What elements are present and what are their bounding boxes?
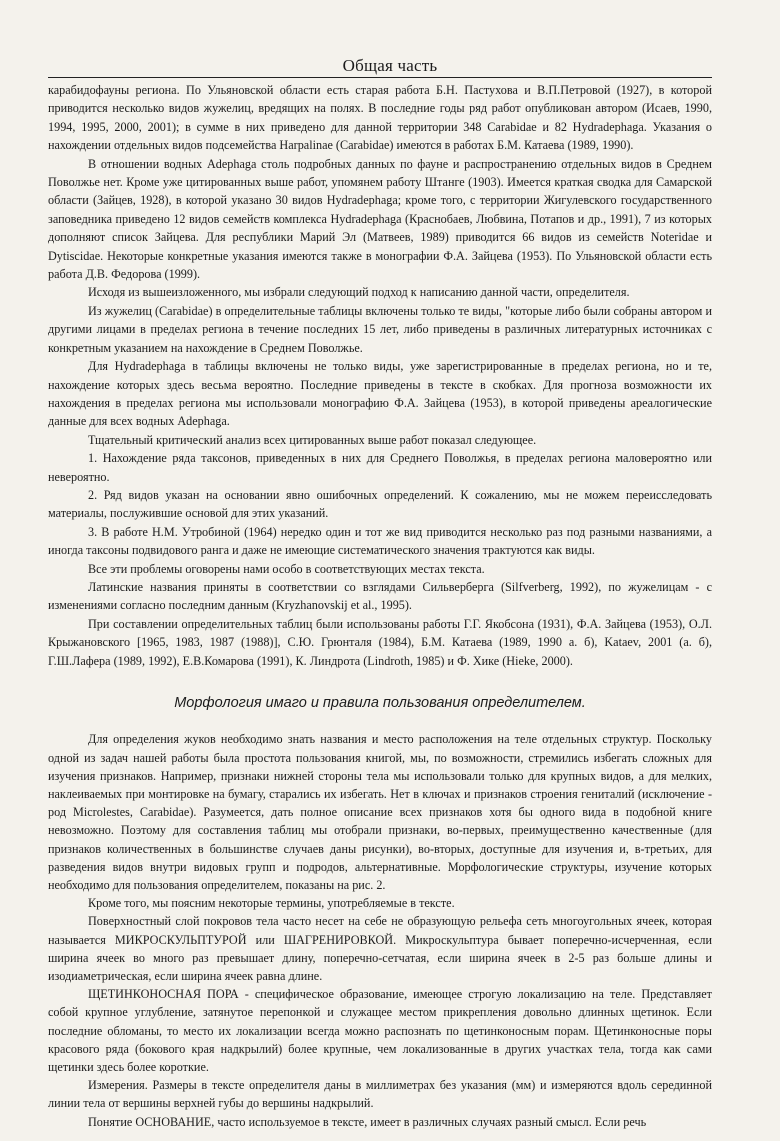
list-item: 3. В работе Н.М. Утробиной (1964) нередко один и тот же вид приводится несколько раз под разными названиями, а иногда таксоны подвидового ранга и даже не имеющие систематического значения трактуются как виды. (48, 524, 712, 558)
paragraph: ЩЕТИНКОНОСНАЯ ПОРА - специфическое образование, имеющее строгую локализацию на теле. Представляет собой крупное углубление, затянутое перепонкой и служащее местом прикрепления довольно длинных щетинок. Если последние обломаны, то место их локализации всегда можно распознать по щетинконосным порам. Щетинконосные поры красового ряда (бокового края надкрылий) более крупные, чем локализованные в других участках тела, тогда как сами щетинки здесь более короткие. (48, 987, 712, 1075)
section-title: Морфология имаго и правила пользования определителем. (174, 695, 586, 711)
paragraph: карабидофауны региона. По Ульяновской области есть старая работа Б.Н. Пастухова и В.П.Петровой (1927), в которой приводится несколько видов жужелиц, вредящих на полях. В последние годы ряд работ опубликован автором (Исаев, 1990, 1994, 1995, 2000, 2001); в сумме в них приведено для данной территории 348 Carabidae и 82 Hydradephaga. Указания о нахождении отдельных видов подсемейства Harpalinae (Carabidae) имеются в работах Б.М. Катаева (1989, 1990). (48, 83, 712, 153)
paragraph: В отношении водных Adephaga столь подробных данных по фауне и распространению отдельных видов в Среднем Поволжье нет. Кроме уже цитированных выше работ, упомянем работу Штанге (1903). Имеется краткая сводка для Самарской области (Зайцев, 1928), в которой указано 30 видов Hydradephaga; кроме того, с территории Жигулевского государственного заповедника приведено 12 видов семейств комплекса Hydradephaga (Краснобаев, Любвина, Потапов и др., 1991), 7 из которых дополняют список Зайцева. Для республики Марий Эл (Матвеев, 1989) приводится 66 видов из семейств Noteridae и Dytiscidae. Некоторые конкретные указания имеются также в монографии Ф.А. Зайцева (1953). По Ульяновской области есть работа Д.В. Федорова (1999). (48, 156, 712, 282)
paragraph: Из жужелиц (Carabidae) в определительные таблицы включены только те виды, "которые либо были собраны автором и другими лицами в пределах региона в течение последних 15 лет, либо приведены в различных литературных источниках с конкретным указанием на нахождение в Среднем Поволжье. (48, 303, 712, 355)
page-header: Общая часть (342, 56, 438, 75)
paragraph: Поверхностный слой покровов тела часто несет на себе не образующую рельефа сеть многоугольных ячеек, которая называется МИКРОСКУЛЬПТУРОЙ или ШАГРЕНИРОВКОЙ. Микроскульптура бывает поперечно-исчерченная, если ширина ячеек во много раз превышает длину, поперечно-сетчатая, если ширина ячеек в 2-5 раз больше длины и изодиаметрическая, если ширина ячеек равна длине. (48, 914, 712, 984)
header-divider (48, 77, 712, 78)
list-item: 2. Ряд видов указан на основании явно ошибочных определений. К сожалению, мы не можем переисследовать материалы, послужившие основой для этих указаний. (48, 487, 712, 521)
paragraph: Все эти проблемы оговорены нами особо в соответствующих местах текста. (88, 561, 485, 576)
list-item: 1. Нахождение ряда таксонов, приведенных в них для Среднего Поволжья, в пределах региона маловероятно или невероятно. (48, 451, 712, 484)
paragraph: Тщательный критический анализ всех цитированных выше работ показал следующее. (88, 432, 537, 447)
paragraph: Для определения жуков необходимо знать названия и место расположения на теле отдельных структур. Поскольку одной из задач нашей работы была простота пользования книгой, мы, по возможности, стремились избегать сложных для изучения признаков. Например, признаки нижней стороны тела мы использовали только для крупных видов, а для мелких, наклеиваемых при монтировке на бумагу, старались их избегать. Нет в ключах и признаков строения гениталий (исключение - род Microlestes, Carabidae). Разумеется, дать полное описание всех признаков хотя бы одного вида в подобной книге невозможно. Поэтому для составления таблиц мы отобрали признаки, во-первых, преимущественно качественные (для признаков количественных в большинстве случаев даны рисунки), во-вторых, доступные для изучения и, в-третьих, для разведения видов внутри видовых групп и подродов, альтернативные. Морфологические структуры, изучение которых необходимо для пользования определителем, показаны на рис. 2. (48, 732, 712, 893)
paragraph: Исходя из вышеизложенного, мы избрали следующий подход к написанию данной части, определителя. (88, 285, 630, 300)
paragraph: Для Hydradephaga в таблицы включены не только виды, уже зарегистрированные в пределах региона, но и те, нахождение которых здесь весьма вероятно. Последние приведены в тексте в скобках. Для прогноза возможности их нахождения в пределах региона мы использовали монографию Ф.А. Зайцева (1953), в которой приведены ареалогические данные для всех водных Adephaga. (48, 359, 712, 429)
paragraph: Кроме того, мы поясним некоторые термины, употребляемые в тексте. (88, 896, 455, 911)
paragraph: При составлении определительных таблиц были использованы работы Г.Г. Якобсона (1931), Ф.А. Зайцева (1953), О.Л. Крыжановского [1965, 1983, 1987 (1988)], С.Ю. Грюнталя (1984), Б.М. Катаева (1989, 1990 а. б), Kataev, 2001 (а. б), Г.Ш.Лафера (1989, 1992), Е.В.Комарова (1991), К. Линдрота (Lindroth, 1985) и Ф. Хике (Hieke, 2000). (48, 616, 712, 668)
paragraph: Латинские названия приняты в соответствии со взглядами Сильверберга (Silfverberg, 1992), по жужелицам - с изменениями согласно последним данным (Kryzhanovskij et al., 1995). (48, 579, 712, 613)
page-body (48, 81, 712, 1131)
section-body (48, 730, 712, 1130)
paragraph: Понятие ОСНОВАНИЕ, часто используемое в тексте, имеет в различных случаях разный смысл. Если речь (88, 1114, 647, 1129)
paragraph: Измерения. Размеры в тексте определителя даны в миллиметрах без указания (мм) и измеряются вдоль серединной линии тела от вершины верхней губы до вершины надкрылий. (48, 1078, 712, 1111)
